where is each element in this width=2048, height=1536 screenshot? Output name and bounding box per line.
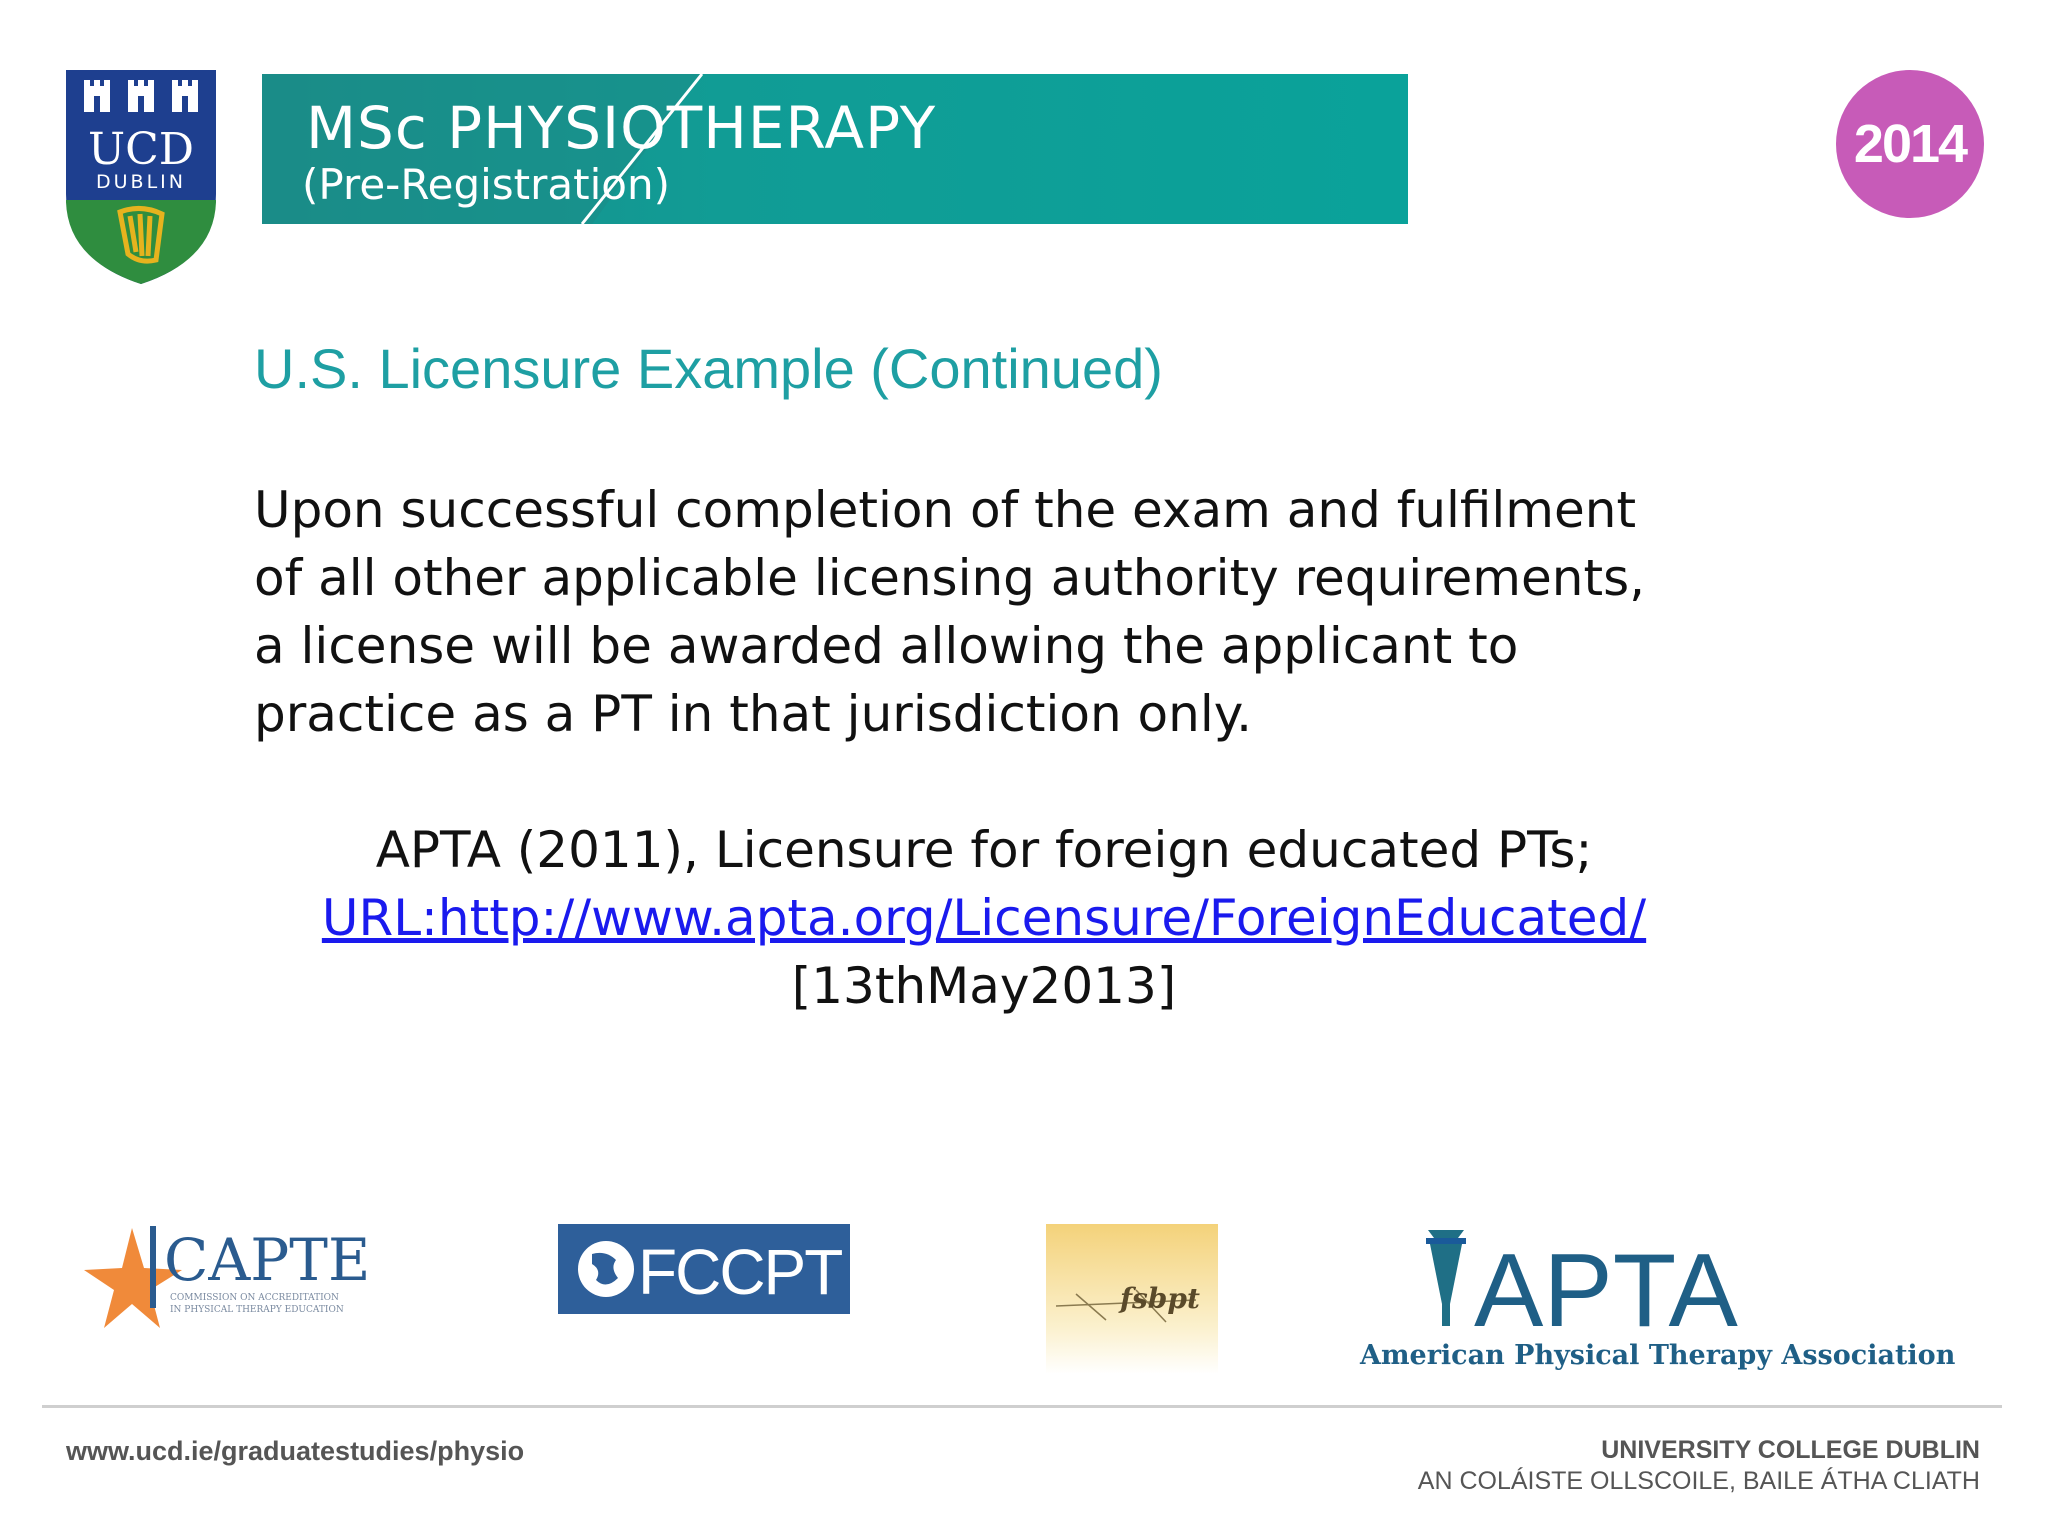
year-badge: 2014 — [1836, 70, 1984, 218]
reference-citation: APTA (2011), Licensure for foreign educated PTs; — [375, 821, 1593, 879]
reference-url-link[interactable]: URL:http://www.apta.org/Licensure/ForeignEducated/ — [321, 889, 1647, 947]
caduceus-icon — [1426, 1230, 1466, 1326]
fccpt-name: FCCPT — [638, 1236, 842, 1308]
capte-tagline-1: COMMISSION ON ACCREDITATION — [170, 1293, 339, 1303]
apta-tagline: American Physical Therapy Association — [1360, 1340, 1956, 1371]
capte-logo — [86, 1218, 386, 1334]
fsbpt-logo — [1046, 1224, 1218, 1374]
slide-body-text: Upon successful completion of the exam and fulfilment of all other applicable licensing authority requirements, a license will be awarded allowing the applicant to practice as a PT in that jurisdiction only. — [254, 481, 1646, 743]
reference-block — [254, 816, 1714, 1020]
crest-dublin-text: DUBLIN — [96, 171, 186, 193]
banner-subtitle: (Pre-Registration) — [302, 160, 670, 209]
footer-divider — [42, 1405, 2002, 1408]
capte-name: CAPTE — [164, 1226, 371, 1294]
banner-title: MSc PHYSIOTHERAPY — [306, 94, 937, 162]
fsbpt-name: fsbpt — [1120, 1282, 1200, 1315]
crest-ucd-text: UCD — [87, 124, 195, 175]
apta-logo — [1356, 1224, 1956, 1374]
footer-website-url[interactable]: www.ucd.ie/graduatestudies/physio — [66, 1436, 525, 1466]
apta-name: APTA — [1474, 1233, 1738, 1349]
footer-university-name: UNIVERSITY COLLEGE DUBLIN — [1601, 1436, 1980, 1464]
slide-title: U.S. Licensure Example (Continued) — [254, 337, 1163, 400]
reference-accessed-date: [13thMay2013] — [791, 957, 1177, 1015]
ucd-crest-logo — [64, 64, 218, 286]
fccpt-logo — [558, 1224, 850, 1314]
capte-tagline-2: IN PHYSICAL THERAPY EDUCATION — [170, 1305, 344, 1315]
footer-university-name-irish: AN COLÁISTE OLLSCOILE, BAILE ÁTHA CLIATH — [1417, 1467, 1980, 1495]
program-banner — [262, 74, 1408, 224]
